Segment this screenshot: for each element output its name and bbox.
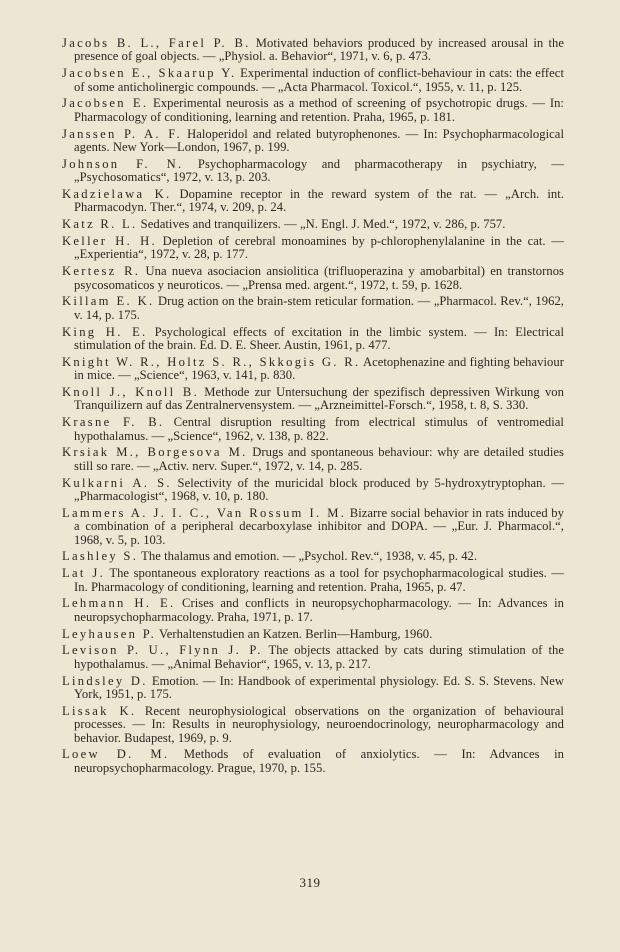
reference-author: Krasne F. B. [62, 415, 165, 430]
reference-text: Verhaltenstudien an Katzen. Berlin—Hamburg, 1960. [156, 626, 433, 641]
reference-entry [62, 644, 564, 671]
reference-text: Motivated behaviors produced by increased arousal in the presence of goal objects. — „Physiol. a. Behavior“, 1971, v. 6, p. 473. [74, 36, 564, 64]
reference-author: Jacobsen E. [62, 96, 149, 111]
reference-author: Johnson F. N. [62, 156, 184, 171]
reference-text: Central disruption resulting from electrical stimulus of ventromedial hypothalamus. — „Science“, 1962, v. 138, p. 822. [74, 415, 564, 443]
reference-entry [62, 550, 564, 563]
page-number: 319 [299, 875, 321, 890]
reference-author: Jacobs B. L., Farel P. B. [62, 36, 251, 50]
reference-entry [62, 218, 564, 231]
reference-entry [62, 326, 564, 353]
reference-entry [62, 128, 564, 155]
reference-entry [62, 705, 564, 745]
reference-entry [62, 477, 564, 504]
reference-entry [62, 158, 564, 185]
reference-entry [62, 188, 564, 215]
reference-text: Experimental neurosis as a method of screening of psychotropic drugs. — In: Pharmacology of conditioning, learning and retention. Praha, 1965, p. 181. [74, 96, 564, 124]
reference-text: The objects attacked by cats during stimulation of the hypothalamus. — „Animal Behavior“, 1965, v. 13, p. 217. [74, 643, 564, 671]
reference-author: Killam E. K. [62, 294, 155, 309]
reference-text: Sedatives and tranquilizers. — „N. Engl. J. Med.“, 1972, v. 286, p. 757. [137, 217, 506, 232]
reference-text: Depletion of cerebral monoamines by p-chlorophenylalanine in the cat. — „Experientia“, 1972, v. 28, p. 177. [74, 234, 564, 262]
reference-text: Una nueva asociacion ansiolitica (trifluoperazina y amobarbital) en transtornos psycosomaticos y neuroticos. — „Prensa med. argent.“, 1972, t. 59, p. 1628. [74, 264, 564, 292]
reference-entry [62, 567, 564, 594]
reference-author: Katz R. L. [62, 217, 138, 232]
reference-author: Leyhausen P. [62, 626, 157, 641]
reference-text: Drug action on the brain-stem reticular formation. — „Pharmacol. Rev.“, 1962, v. 14, p. 175. [74, 294, 564, 322]
reference-text: Haloperidol and related butyrophenones. — In: Psychopharmacological agents. New York—London, 1967, p. 199. [74, 126, 565, 155]
reference-text: Recent neurophysiological observations on the organization of behavioural processes. — In: Results in neurophysiology, neuroendocrinology, neuropharmacology and behavior. Budapest, 1969, p. 9. [74, 703, 564, 745]
reference-text: Experimental induction of conflict-behaviour in cats: the effect of some anticholinergic compounds. — „Acta Pharmacol. Toxicol.“, 1955, v. 11, p. 125. [74, 66, 564, 94]
reference-author: Lindsley D. [62, 673, 148, 688]
reference-author: Kertesz R. [62, 264, 141, 279]
reference-author: Loew D. M. [62, 747, 170, 762]
reference-author: Janssen P. A. F. [62, 126, 182, 141]
reference-author: Krsiak M., Borgesova M. [62, 445, 248, 460]
reference-entry [62, 597, 564, 624]
reference-entry [62, 265, 564, 292]
reference-author: Knoll J., Knoll B. [62, 385, 200, 400]
reference-text: The thalamus and emotion. — „Psychol. Rev.“, 1938, v. 45, p. 42. [138, 549, 478, 564]
reference-author: Lammers A. J. I. C., Van Rossum I. M. [62, 505, 347, 520]
reference-entry [62, 386, 564, 413]
reference-text: Acetophenazine and fighting behaviour in mice. — „Science“, 1963, v. 141, p. 830. [74, 354, 564, 383]
reference-entry [62, 416, 564, 443]
reference-entry [62, 67, 564, 94]
reference-entry [62, 748, 564, 775]
reference-author: Kadzielawa K. [62, 187, 172, 202]
reference-author: Kulkarni A. S. [62, 475, 172, 490]
reference-entry [62, 97, 564, 124]
reference-entry [62, 235, 564, 262]
reference-text: Bizarre social behavior in rats induced by a combination of a peripheral decarboxylase inhibitor and DOPA. — „Eur. J. Pharmacol.“, 1968, v. 5, p. 103. [74, 505, 564, 547]
reference-entry [62, 507, 564, 547]
reference-author: King H. E. [62, 324, 148, 339]
reference-list [62, 37, 564, 775]
reference-text: The spontaneous exploratory reactions as a tool for psychopharmacological studies. — In. Pharmacology of conditioning, learning and retention. Praha, 1965, p. 47. [74, 566, 564, 594]
reference-text: Psychopharmacology and pharmacotherapy in psychiatry, — „Psychosomatics“, 1972, v. 13, p. 203. [74, 156, 565, 185]
reference-author: Lissak K. [62, 703, 137, 718]
reference-text: Dopamine receptor in the reward system of the rat. — „Arch. int. Pharmacodyn. Ther.“, 1974, v. 209, p. 24. [74, 187, 564, 215]
reference-entry [62, 446, 564, 473]
reference-text: Psychological effects of excitation in the limbic system. — In: Electrical stimulation of the brain. Ed. D. E. Sheer. Austin, 1961, p. 477. [74, 324, 564, 353]
reference-text: Selectivity of the muricidal block produced by 5-hydroxytryptophan. — „Pharmacologist“, 1968, v. 10, p. 180. [74, 475, 564, 504]
reference-author: Lat J. [62, 566, 106, 581]
reference-text: Methods of evaluation of anxiolytics. — In: Advances in neuropsychopharmacology. Prague, 1970, p. 155. [74, 747, 564, 775]
reference-author: Lashley S. [62, 549, 139, 564]
reference-entry [62, 628, 564, 641]
reference-author: Jacobsen E., Skaarup Y. [62, 66, 237, 81]
reference-entry [62, 37, 564, 64]
reference-author: Levison P. U., Flynn J. P. [62, 643, 263, 658]
reference-entry [62, 295, 564, 322]
reference-text: Methode zur Untersuchung der spezifisch depressiven Wirkung von Tranquilizern auf das Zentralnervensystem. — „Arzneimittel-Forsch.“, 1958, t. 8, S. 330. [74, 385, 564, 413]
reference-text: Emotion. — In: Handbook of experimental physiology. Ed. S. S. Stevens. New York, 1951, p. 175. [74, 673, 565, 702]
reference-author: Lehmann H. E. [62, 596, 176, 611]
reference-entry [62, 356, 564, 383]
reference-author: Keller H. H. [62, 234, 157, 249]
reference-text: Crises and conflicts in neuropsychopharmacology. — In: Advances in neuropsychopharmacology. Praha, 1971, p. 17. [74, 596, 565, 624]
reference-text: Drugs and spontaneous behaviour: why are detailed studies still so rare. — „Activ. nerv. Super.“, 1972, v. 14, p. 285. [74, 445, 565, 473]
reference-entry [62, 675, 564, 702]
reference-author: Knight W. R., Holtz S. R., Skkogis G. R. [62, 354, 361, 369]
